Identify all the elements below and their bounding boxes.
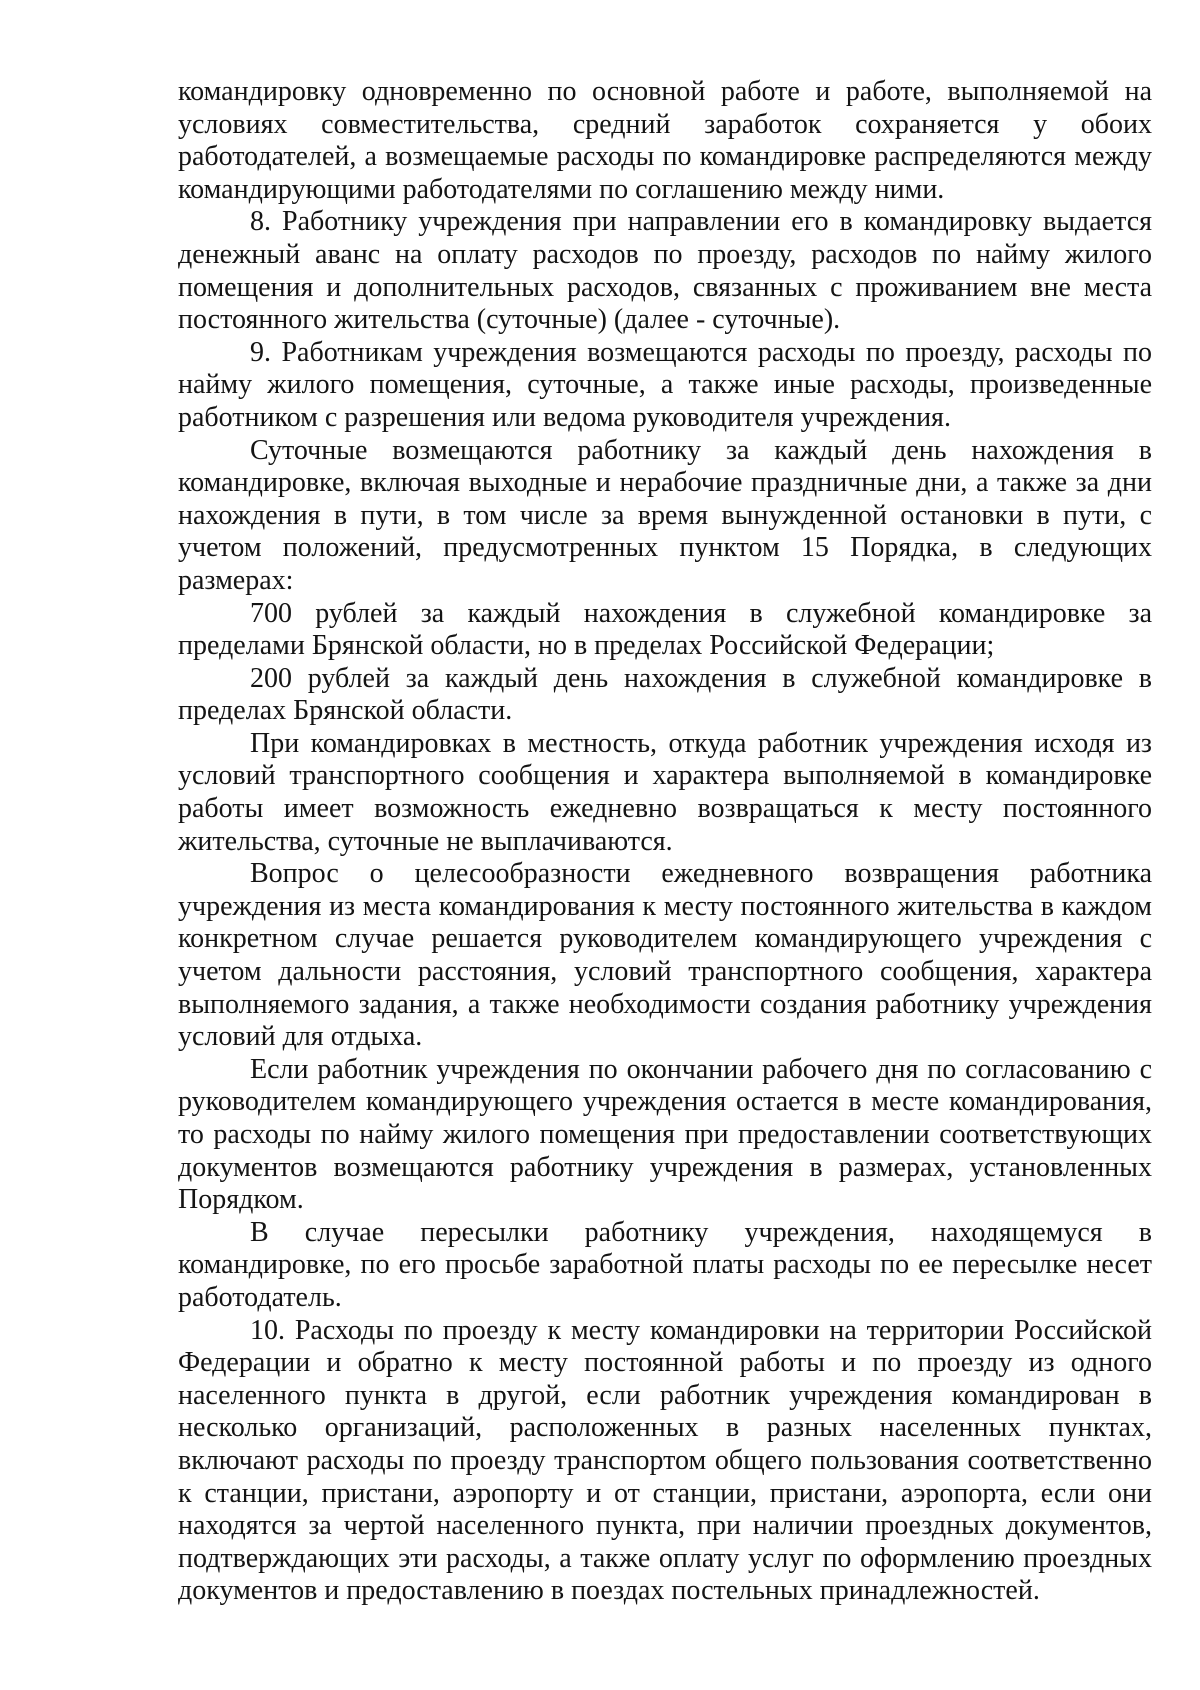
paragraph-per-diem: Суточные возмещаются работнику за каждый день нахождения в командировке, включая выходные и нерабочие праздничные дни, а также за дни нахождения в пути, в том числе за время вынужденной остановки в пути, с учетом положений, предусмотренных пунктом 15 Порядка, в следующих размерах: (178, 434, 1152, 596)
paragraph-rate-700: 700 рублей за каждый нахождения в служебной командировке за пределами Брянской области, но в пределах Российской Федерации; (178, 597, 1152, 662)
paragraph-item-9: 9. Работникам учреждения возмещаются расходы по проезду, расходы по найму жилого помещения, суточные, а также иные расходы, произведенные работником с разрешения или ведома руководителя учреждения. (178, 336, 1152, 433)
paragraph-daily-return: При командировках в местность, откуда работник учреждения исходя из условий транспортного сообщения и характера выполняемой в командировке работы имеет возможность ежедневно возвращаться к месту постоянного жительства, суточные не выплачиваются. (178, 727, 1152, 857)
paragraph-continuation: командировку одновременно по основной работе и работе, выполняемой на условиях совместительства, средний заработок сохраняется у обоих работодателей, а возмещаемые расходы по командировке распределяются между командирующими работодателями по соглашению между ними. (178, 76, 1152, 205)
paragraph-rate-200: 200 рублей за каждый день нахождения в служебной командировке в пределах Брянской области. (178, 662, 1152, 727)
paragraph-salary-transfer: В случае пересылки работнику учреждения, находящемуся в командировке, по его просьбе заработной платы расходы по ее пересылке несет работодатель. (178, 1216, 1152, 1313)
paragraph-return-question: Вопрос о целесообразности ежедневного возвращения работника учреждения из места командирования к месту постоянного жительства в каждом конкретном случае решается руководителем командирующего учреждения с учетом дальности расстояния, условий транспортного сообщения, характера выполняемого задания, а также необходимости создания работнику учреждения условий для отдыха. (178, 858, 1152, 1053)
paragraph-stay-over: Если работник учреждения по окончании рабочего дня по согласованию с руководителем командирующего учреждения остается в месте командирования, то расходы по найму жилого помещения при предоставлении соответствующих документов возмещаются работнику учреждения в размерах, установленных Порядком. (178, 1053, 1152, 1216)
paragraph-item-8: 8. Работнику учреждения при направлении его в командировку выдается денежный аванс на оплату расходов по проезду, расходов по найму жилого помещения и дополнительных расходов, связанных с проживанием вне места постоянного жительства (суточные) (далее - суточные). (178, 206, 1152, 336)
document-page (178, 76, 1152, 1608)
paragraph-item-10: 10. Расходы по проезду к месту командировки на территории Российской Федерации и обратно к месту постоянной работы и по проезду из одного населенного пункта в другой, если работник учреждения командирован в несколько организаций, расположенных в разных населенных пунктах, включают расходы по проезду транспортом общего пользования соответственно к станции, пристани, аэропорту и от станции, пристани, аэропорта, если они находятся за чертой населенного пункта, при наличии проездных документов, подтверждающих эти расходы, а также оплату услуг по оформлению проездных документов и предоставлению в поездах постельных принадлежностей. (178, 1314, 1152, 1607)
